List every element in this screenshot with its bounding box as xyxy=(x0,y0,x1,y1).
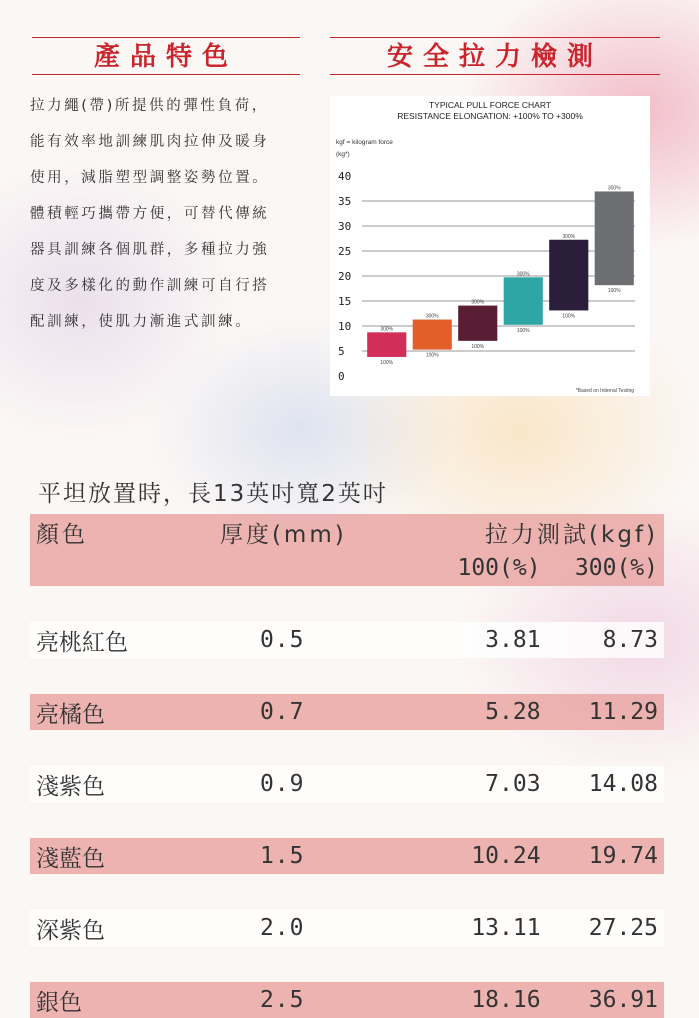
features-description xyxy=(30,88,305,340)
pull-force-chart-svg xyxy=(330,96,650,396)
row-color-name: 淺紫色 xyxy=(30,766,208,802)
chart-bar-low-label: 100% xyxy=(607,288,621,295)
chart-bar-high-label: 300% xyxy=(607,185,621,192)
row-color-name: 淺藍色 xyxy=(30,838,208,874)
chart-bar-low-label: 100% xyxy=(425,352,439,359)
features-line: 拉力繩(帶)所提供的彈性負荷， xyxy=(30,98,269,114)
chart-bar xyxy=(549,240,588,311)
chart-ylabel: (kg*) xyxy=(336,151,350,158)
row-thickness: 1.5 xyxy=(208,838,410,874)
chart-bar xyxy=(458,306,497,341)
chart-bar xyxy=(413,320,452,350)
row-value-300: 36.91 xyxy=(541,982,664,1018)
features-line: 能有效率地訓練肌肉拉伸及暖身 xyxy=(30,134,270,150)
table-row xyxy=(30,694,664,730)
features-heading xyxy=(32,36,300,73)
row-value-300: 11.29 xyxy=(541,694,664,730)
row-color-name: 亮桃紅色 xyxy=(30,622,208,658)
row-value-300: 19.74 xyxy=(541,838,664,874)
row-value-100: 3.81 xyxy=(410,622,541,658)
features-heading-underline xyxy=(32,74,300,75)
header-thickness: 厚度(mm) xyxy=(208,514,410,550)
features-line: 器具訓練各個肌群，多種拉力強 xyxy=(30,242,270,258)
chart-bar-high-label: 300% xyxy=(471,299,485,306)
row-value-300: 14.08 xyxy=(541,766,664,802)
table-subheader-row xyxy=(30,550,664,586)
row-value-300: 8.73 xyxy=(541,622,664,658)
chart-y-tick: 25 xyxy=(338,245,352,258)
table-row xyxy=(30,622,664,658)
pull-force-chart xyxy=(330,96,650,396)
chart-y-tick: 0 xyxy=(338,370,345,383)
row-thickness: 0.9 xyxy=(208,766,410,802)
features-line: 配訓練，使肌力漸進式訓練。 xyxy=(30,314,253,330)
chart-bar-high-label: 300% xyxy=(516,271,530,278)
row-color-name: 深紫色 xyxy=(30,910,208,946)
row-value-100: 10.24 xyxy=(410,838,541,874)
header-test: 拉力測試(kgf) xyxy=(410,514,664,550)
chart-unit-note: kgf = kilogram force xyxy=(336,139,393,146)
row-thickness: 2.0 xyxy=(208,910,410,946)
chart-y-tick: 5 xyxy=(338,345,345,358)
row-value-100: 18.16 xyxy=(410,982,541,1018)
chart-footnote: *Based on Internal Testing xyxy=(575,388,634,394)
row-value-100: 5.28 xyxy=(410,694,541,730)
row-thickness: 2.5 xyxy=(208,982,410,1018)
header-color: 顏色 xyxy=(30,514,208,550)
chart-subtitle: RESISTANCE ELONGATION: +100% TO +300% xyxy=(397,111,583,121)
row-value-100: 13.11 xyxy=(410,910,541,946)
chart-y-tick: 35 xyxy=(338,195,352,208)
chart-title: TYPICAL PULL FORCE CHART xyxy=(428,100,552,110)
chart-y-tick: 20 xyxy=(338,270,352,283)
row-thickness: 0.5 xyxy=(208,622,410,658)
table-row xyxy=(30,982,664,1018)
chart-bar-low-label: 100% xyxy=(471,343,485,350)
chart-y-tick: 30 xyxy=(338,220,352,233)
table-header-row xyxy=(30,514,664,550)
row-thickness: 0.7 xyxy=(208,694,410,730)
chart-y-tick: 40 xyxy=(338,170,352,183)
chart-bar xyxy=(367,332,406,357)
row-color-name: 亮橘色 xyxy=(30,694,208,730)
row-value-100: 7.03 xyxy=(410,766,541,802)
flat-size-subheading: 平坦放置時，長13英吋寬2英吋 xyxy=(38,481,388,507)
header-300-percent: 300(%) xyxy=(541,550,664,586)
chart-y-tick: 10 xyxy=(338,320,352,333)
chart-bar-high-label: 300% xyxy=(562,233,576,240)
features-heading-text: 產品特色 xyxy=(93,42,238,72)
table-row xyxy=(30,838,664,874)
features-line: 使用，減脂塑型調整姿勢位置。 xyxy=(30,170,270,186)
features-line: 度及多樣化的動作訓練可自行搭 xyxy=(30,278,270,294)
spec-table xyxy=(30,514,664,1018)
row-value-300: 27.25 xyxy=(541,910,664,946)
chart-bar xyxy=(504,277,543,325)
chart-bar-high-label: 300% xyxy=(380,326,394,333)
chart-bar xyxy=(595,191,634,285)
features-line: 體積輕巧攜帶方便，可替代傳統 xyxy=(30,206,270,222)
safety-heading xyxy=(330,36,660,73)
chart-bar-high-label: 300% xyxy=(425,313,439,320)
chart-bar-low-label: 100% xyxy=(562,313,576,320)
table-row xyxy=(30,766,664,802)
safety-heading-text: 安全拉力檢測 xyxy=(386,42,603,72)
safety-heading-underline xyxy=(330,74,660,75)
chart-bar-low-label: 100% xyxy=(516,327,530,334)
row-color-name: 銀色 xyxy=(30,982,208,1018)
header-100-percent: 100(%) xyxy=(410,550,541,586)
chart-bar-low-label: 100% xyxy=(380,359,394,366)
chart-y-tick: 15 xyxy=(338,295,352,308)
table-row xyxy=(30,910,664,946)
